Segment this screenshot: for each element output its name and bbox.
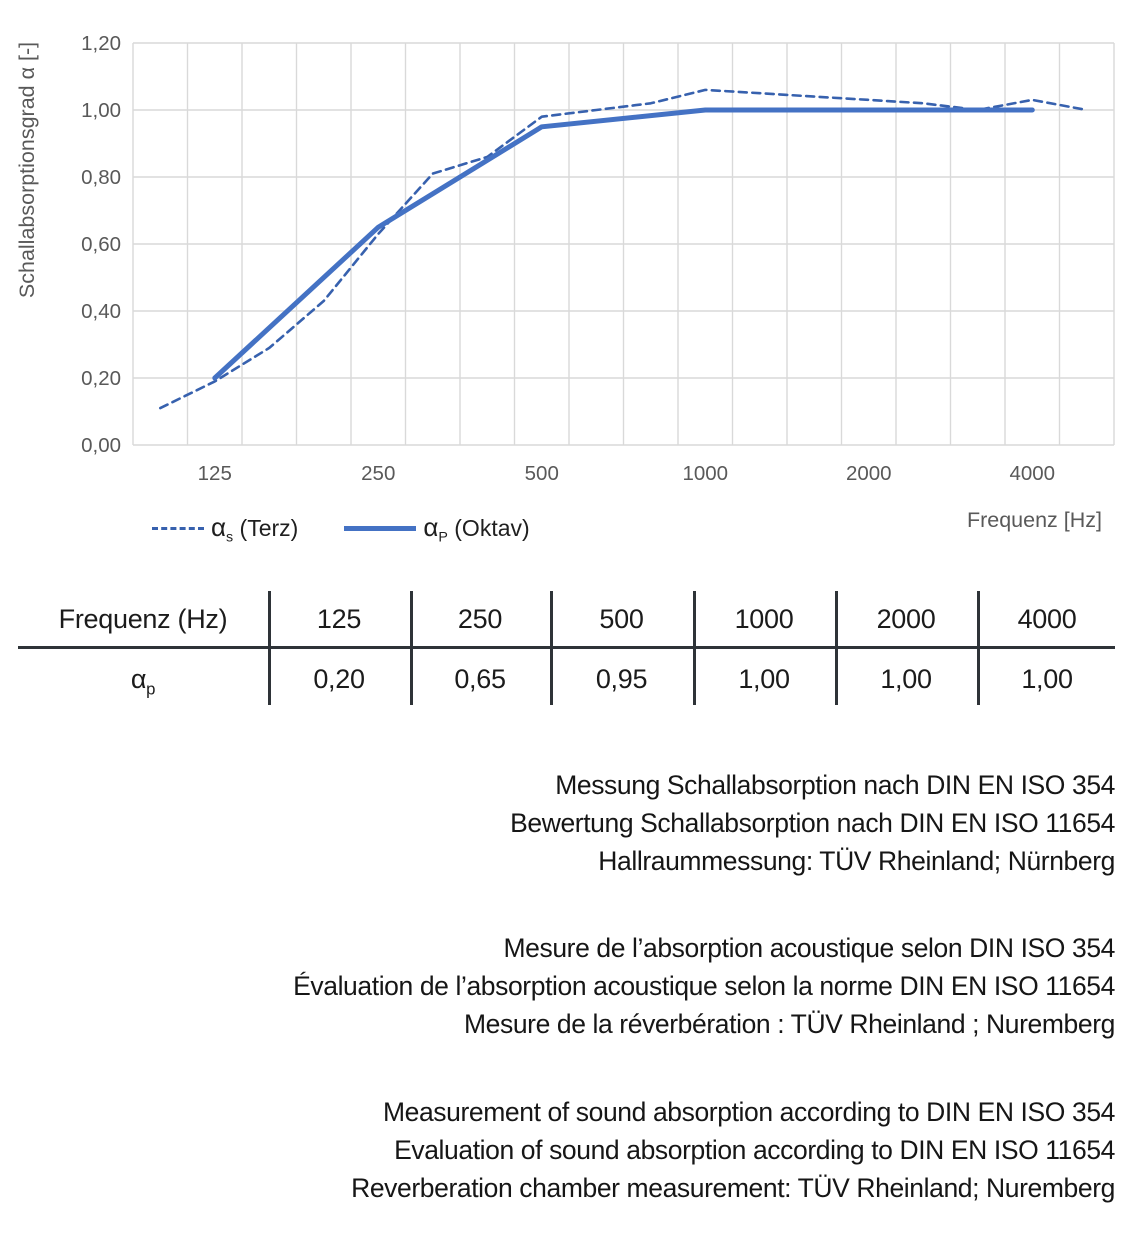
sound-absorption-chart (0, 0, 1135, 560)
alpha-subscript: p (146, 679, 156, 699)
notes-french (0, 929, 1115, 1043)
y-tick-label: 0,00 (81, 434, 121, 457)
table-header-frequency: Frequenz (Hz) (58, 604, 228, 634)
table-value-1000: 1,00 (738, 664, 790, 694)
legend-item-oktav (344, 512, 529, 546)
table-horizontal-rule (18, 646, 1115, 649)
alpha-symbol: α (211, 512, 227, 542)
notes-german (0, 766, 1115, 880)
alpha-subscript: P (438, 529, 448, 546)
notes-english (0, 1093, 1115, 1207)
x-tick-label: 125 (197, 462, 232, 485)
y-tick-label: 0,80 (81, 166, 121, 189)
table-value-250: 0,65 (454, 664, 506, 694)
legend-item-terz (152, 512, 298, 546)
table-header-1000: 1000 (734, 604, 794, 634)
table-header-2000: 2000 (876, 604, 936, 634)
table-header-4000: 4000 (1017, 604, 1077, 634)
y-tick-label: 1,20 (81, 32, 121, 55)
table-value-2000: 1,00 (880, 664, 932, 694)
note-line: Messung Schallabsorption nach DIN EN ISO 354 (555, 770, 1115, 800)
y-axis-title: Schallabsorptionsgrad α [-] (15, 41, 39, 299)
dashed-line-sample (152, 527, 204, 530)
x-tick-label: 2000 (845, 462, 892, 485)
y-tick-label: 0,40 (81, 300, 121, 323)
y-tick-label: 0,60 (81, 233, 121, 256)
x-tick-label: 250 (361, 462, 396, 485)
note-line: Reverberation chamber measurement: TÜV Rheinland; Nuremberg (351, 1173, 1115, 1203)
chart-legend (152, 512, 530, 546)
table-value-125: 0,20 (313, 664, 365, 694)
grid (133, 43, 1114, 445)
legend-label-terz (211, 512, 298, 546)
note-line: Mesure de l’absorption acoustique selon DIN ISO 354 (503, 933, 1115, 963)
x-tick-label: 500 (524, 462, 559, 485)
x-tick-label: 4000 (1009, 462, 1056, 485)
x-tick-label: 1000 (682, 462, 729, 485)
table-row-label-alpha-p (20, 652, 266, 706)
table-header-500: 500 (599, 604, 644, 634)
axis-ticks (81, 32, 1055, 485)
legend-label-oktav (423, 512, 529, 546)
legend-text: (Terz) (233, 515, 299, 541)
y-tick-label: 0,20 (81, 367, 121, 390)
note-line: Mesure de la réverbération : TÜV Rheinland ; Nuremberg (463, 1009, 1115, 1039)
note-line: Bewertung Schallabsorption nach DIN EN ISO 11654 (510, 808, 1115, 838)
alpha-symbol: α (423, 512, 439, 542)
table-value-500: 0,95 (595, 664, 648, 694)
note-line: Evaluation of sound absorption according to DIN EN ISO 11654 (394, 1135, 1115, 1165)
alpha-subscript: s (226, 529, 234, 546)
legend-text: (Oktav) (447, 515, 530, 541)
y-tick-label: 1,00 (81, 99, 121, 122)
alpha-symbol: α (130, 664, 147, 694)
x-axis-title: Frequenz [Hz] (966, 508, 1102, 532)
table-value-4000: 1,00 (1021, 664, 1073, 694)
note-line: Hallraummessung: TÜV Rheinland; Nürnberg (598, 846, 1115, 876)
note-line: Measurement of sound absorption according to DIN EN ISO 354 (382, 1097, 1115, 1127)
solid-line-sample (344, 526, 416, 531)
note-line: Évaluation de l’absorption acoustique selon la norme DIN EN ISO 11654 (293, 971, 1115, 1001)
table-header-125: 125 (316, 604, 362, 634)
table-header-250: 250 (457, 604, 503, 634)
